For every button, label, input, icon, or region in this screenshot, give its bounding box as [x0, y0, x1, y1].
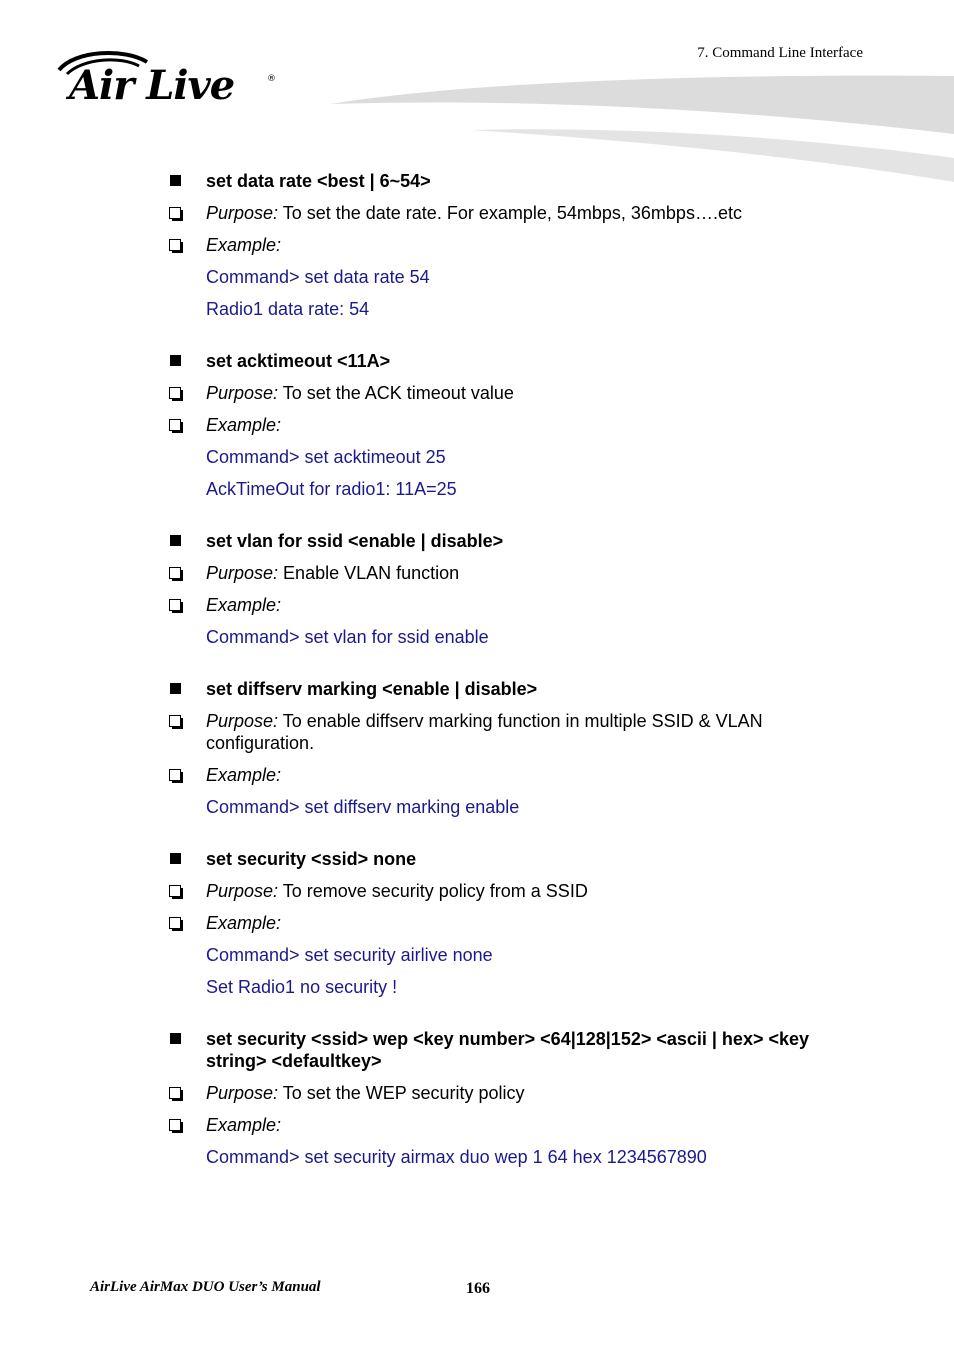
checkbox-bullet-icon [169, 239, 181, 251]
example-row [166, 764, 866, 786]
command-section [166, 350, 866, 500]
command-syntax: set acktimeout <11A> [206, 351, 391, 371]
example-output-line: Command> set security airlive none [206, 945, 493, 965]
square-bullet-icon [170, 535, 181, 546]
purpose-row [166, 202, 866, 224]
command-heading [166, 678, 866, 700]
command-syntax: set security <ssid> wep <key number> <64|128|152> <ascii | hex> <key string> <defaultkey> [206, 1029, 810, 1071]
command-section [166, 848, 866, 998]
example-output-line: Command> set diffserv marking enable [206, 797, 520, 817]
example-output-line: Set Radio1 no security ! [206, 977, 398, 997]
checkbox-bullet-icon [169, 769, 181, 781]
example-label: Example: [206, 1115, 282, 1135]
command-section [166, 170, 866, 320]
square-bullet-icon [170, 355, 181, 366]
command-heading [166, 1028, 866, 1072]
purpose-label: Purpose: [206, 203, 279, 223]
purpose-row [166, 382, 866, 404]
purpose-text: Enable VLAN function [278, 563, 460, 583]
command-syntax: set security <ssid> none [206, 849, 417, 869]
checkbox-bullet-icon [169, 207, 181, 219]
example-output-line: Command> set data rate 54 [206, 267, 430, 287]
chapter-title: 7. Command Line Interface [697, 45, 863, 61]
example-output-line: AckTimeOut for radio1: 11A=25 [206, 479, 457, 499]
airlive-logo [55, 48, 290, 118]
checkbox-bullet-icon [169, 1087, 181, 1099]
checkbox-bullet-icon [169, 917, 181, 929]
purpose-row [166, 880, 866, 902]
command-syntax: set vlan for ssid <enable | disable> [206, 531, 504, 551]
checkbox-bullet-icon [169, 885, 181, 897]
command-section [166, 1028, 866, 1168]
purpose-label: Purpose: [206, 1083, 279, 1103]
page-number: 166 [466, 1280, 490, 1297]
purpose-row [166, 710, 866, 754]
example-row [166, 1114, 866, 1136]
checkbox-bullet-icon [169, 567, 181, 579]
square-bullet-icon [170, 853, 181, 864]
command-heading [166, 350, 866, 372]
command-syntax: set data rate <best | 6~54> [206, 171, 431, 191]
example-output-line: Command> set acktimeout 25 [206, 447, 446, 467]
command-syntax: set diffserv marking <enable | disable> [206, 679, 538, 699]
purpose-label: Purpose: [206, 563, 279, 583]
command-section [166, 530, 866, 648]
purpose-label: Purpose: [206, 881, 279, 901]
checkbox-bullet-icon [169, 715, 181, 727]
example-output-line: Command> set vlan for ssid enable [206, 627, 489, 647]
square-bullet-icon [170, 683, 181, 694]
command-heading [166, 170, 866, 192]
example-row [166, 594, 866, 616]
registered-mark: ® [267, 74, 276, 84]
example-label: Example: [206, 913, 282, 933]
command-section [166, 678, 866, 818]
example-row [166, 234, 866, 256]
example-row [166, 912, 866, 934]
command-heading [166, 848, 866, 870]
purpose-text: To set the WEP security policy [278, 1083, 525, 1103]
checkbox-bullet-icon [169, 1119, 181, 1131]
command-heading [166, 530, 866, 552]
purpose-text: To remove security policy from a SSID [278, 881, 588, 901]
purpose-text: To set the date rate. For example, 54mbps, 36mbps….etc [278, 203, 742, 223]
square-bullet-icon [170, 175, 181, 186]
example-label: Example: [206, 595, 282, 615]
checkbox-bullet-icon [169, 599, 181, 611]
checkbox-bullet-icon [169, 387, 181, 399]
checkbox-bullet-icon [169, 419, 181, 431]
purpose-label: Purpose: [206, 711, 279, 731]
command-list [166, 170, 866, 1198]
purpose-text: To enable diffserv marking function in multiple SSID & VLAN configuration. [206, 711, 763, 753]
purpose-row [166, 562, 866, 584]
purpose-text: To set the ACK timeout value [278, 383, 514, 403]
example-label: Example: [206, 765, 282, 785]
example-output-line: Command> set security airmax duo wep 1 64 hex 1234567890 [206, 1147, 707, 1167]
purpose-label: Purpose: [206, 383, 279, 403]
square-bullet-icon [170, 1033, 181, 1044]
example-label: Example: [206, 415, 282, 435]
logo-wordmark: Air Live [69, 62, 235, 109]
footer-manual-title: AirLive AirMax DUO User’s Manual [90, 1279, 321, 1295]
example-row [166, 414, 866, 436]
example-label: Example: [206, 235, 282, 255]
example-output-line: Radio1 data rate: 54 [206, 299, 370, 319]
purpose-row [166, 1082, 866, 1104]
